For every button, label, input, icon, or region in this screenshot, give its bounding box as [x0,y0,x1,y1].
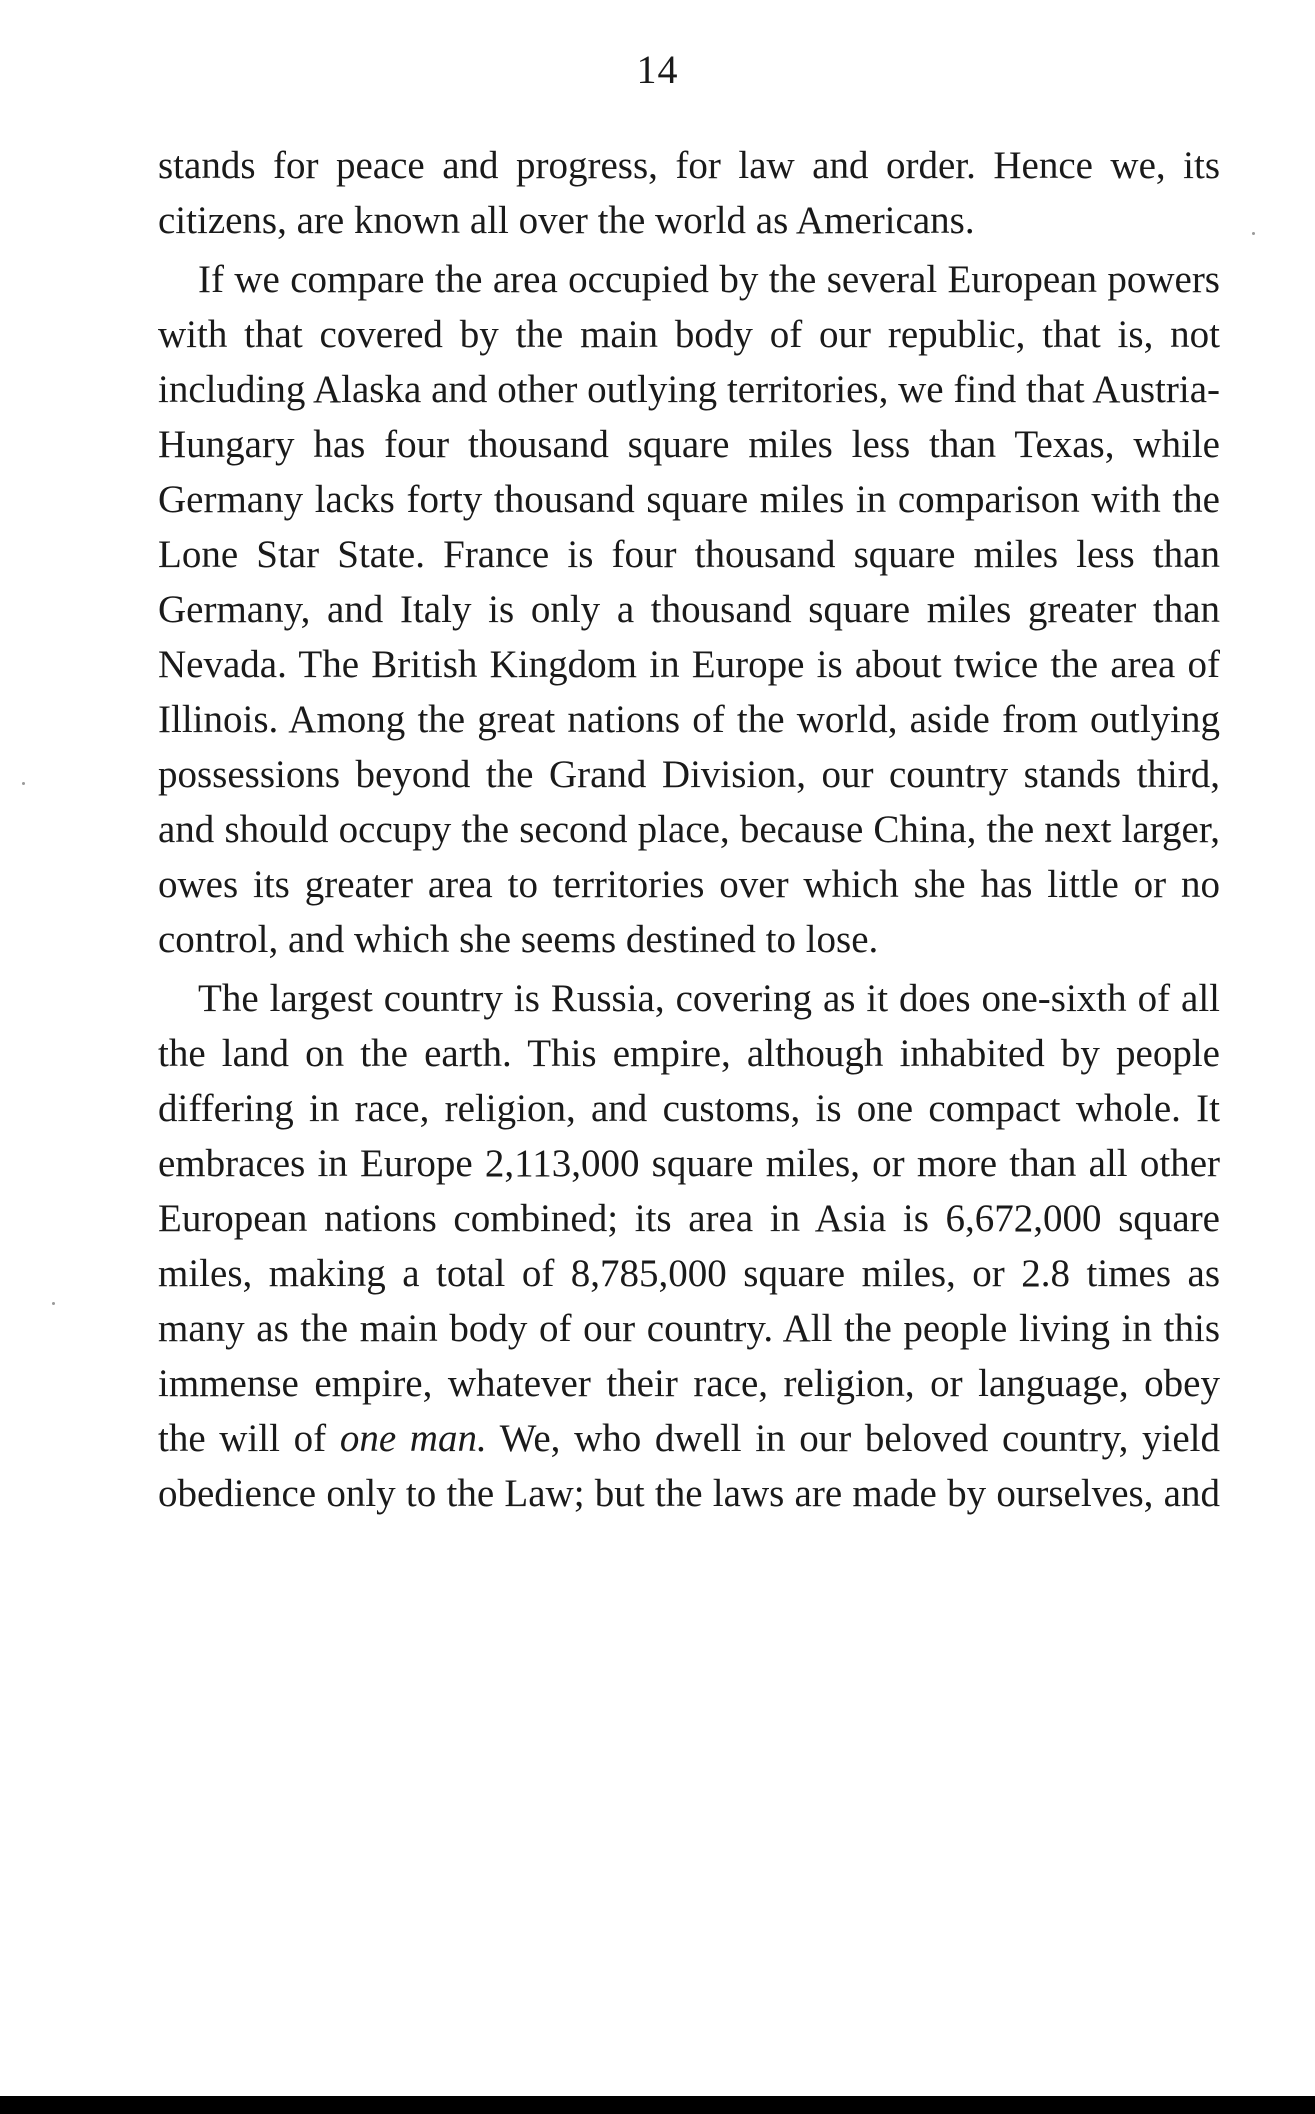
paragraph-continuation: stands for peace and progress, for law and order. Hence we, its citizens, are known all over the world as Americans. [158,144,1220,242]
scan-speck [1252,232,1255,235]
paragraph-area-comparison: If we compare the area occupied by the several European powers with that covered by the main body of our republic, that is, not including Alaska and other outlying territories, we find that Austria-Hungary has four thousand square miles less than Texas, while Germany lacks forty thousand square miles in comparison with the Lone Star State. France is four thousand square miles less than Germany, and Italy is only a thousand square miles greater than Nevada. The British Kingdom in Europe is about twice the area of Illinois. Among the great nations of the world, aside from outlying possessions beyond the Grand Division, our country stands third, and should occupy the second place, because China, the next larger, owes its greater area to territories over which she has little or no control, and which she seems destined to lose. [158,258,1220,961]
emphasis-one-man: one man. [339,1417,487,1460]
paragraph-russia [158,971,1220,1521]
scan-speck [22,782,25,785]
paragraph-russia-text-after: We, who dwell in our beloved country, yield obedience only to the Law; but the laws are made by ourselves, and [158,1417,1220,1515]
paragraph-russia-text-before: The largest country is Russia, covering as it does one-sixth of all the land on the earth. This empire, although inhabited by people differing in race, religion, and customs, is one compact whole. It embraces in Europe 2,113,000 square miles, or more than all other European nations combined; its area in Asia is 6,672,000 square miles, making a total of 8,785,000 square miles, or 2.8 times as many as the main body of our country. All the people living in this immense empire, whatever their race, religion, or language, obey the will of [158,977,1220,1460]
scan-speck [52,1302,55,1305]
page-number: 14 [636,47,679,92]
body-text [158,138,1220,1521]
scan-bottom-edge [0,2096,1315,2114]
